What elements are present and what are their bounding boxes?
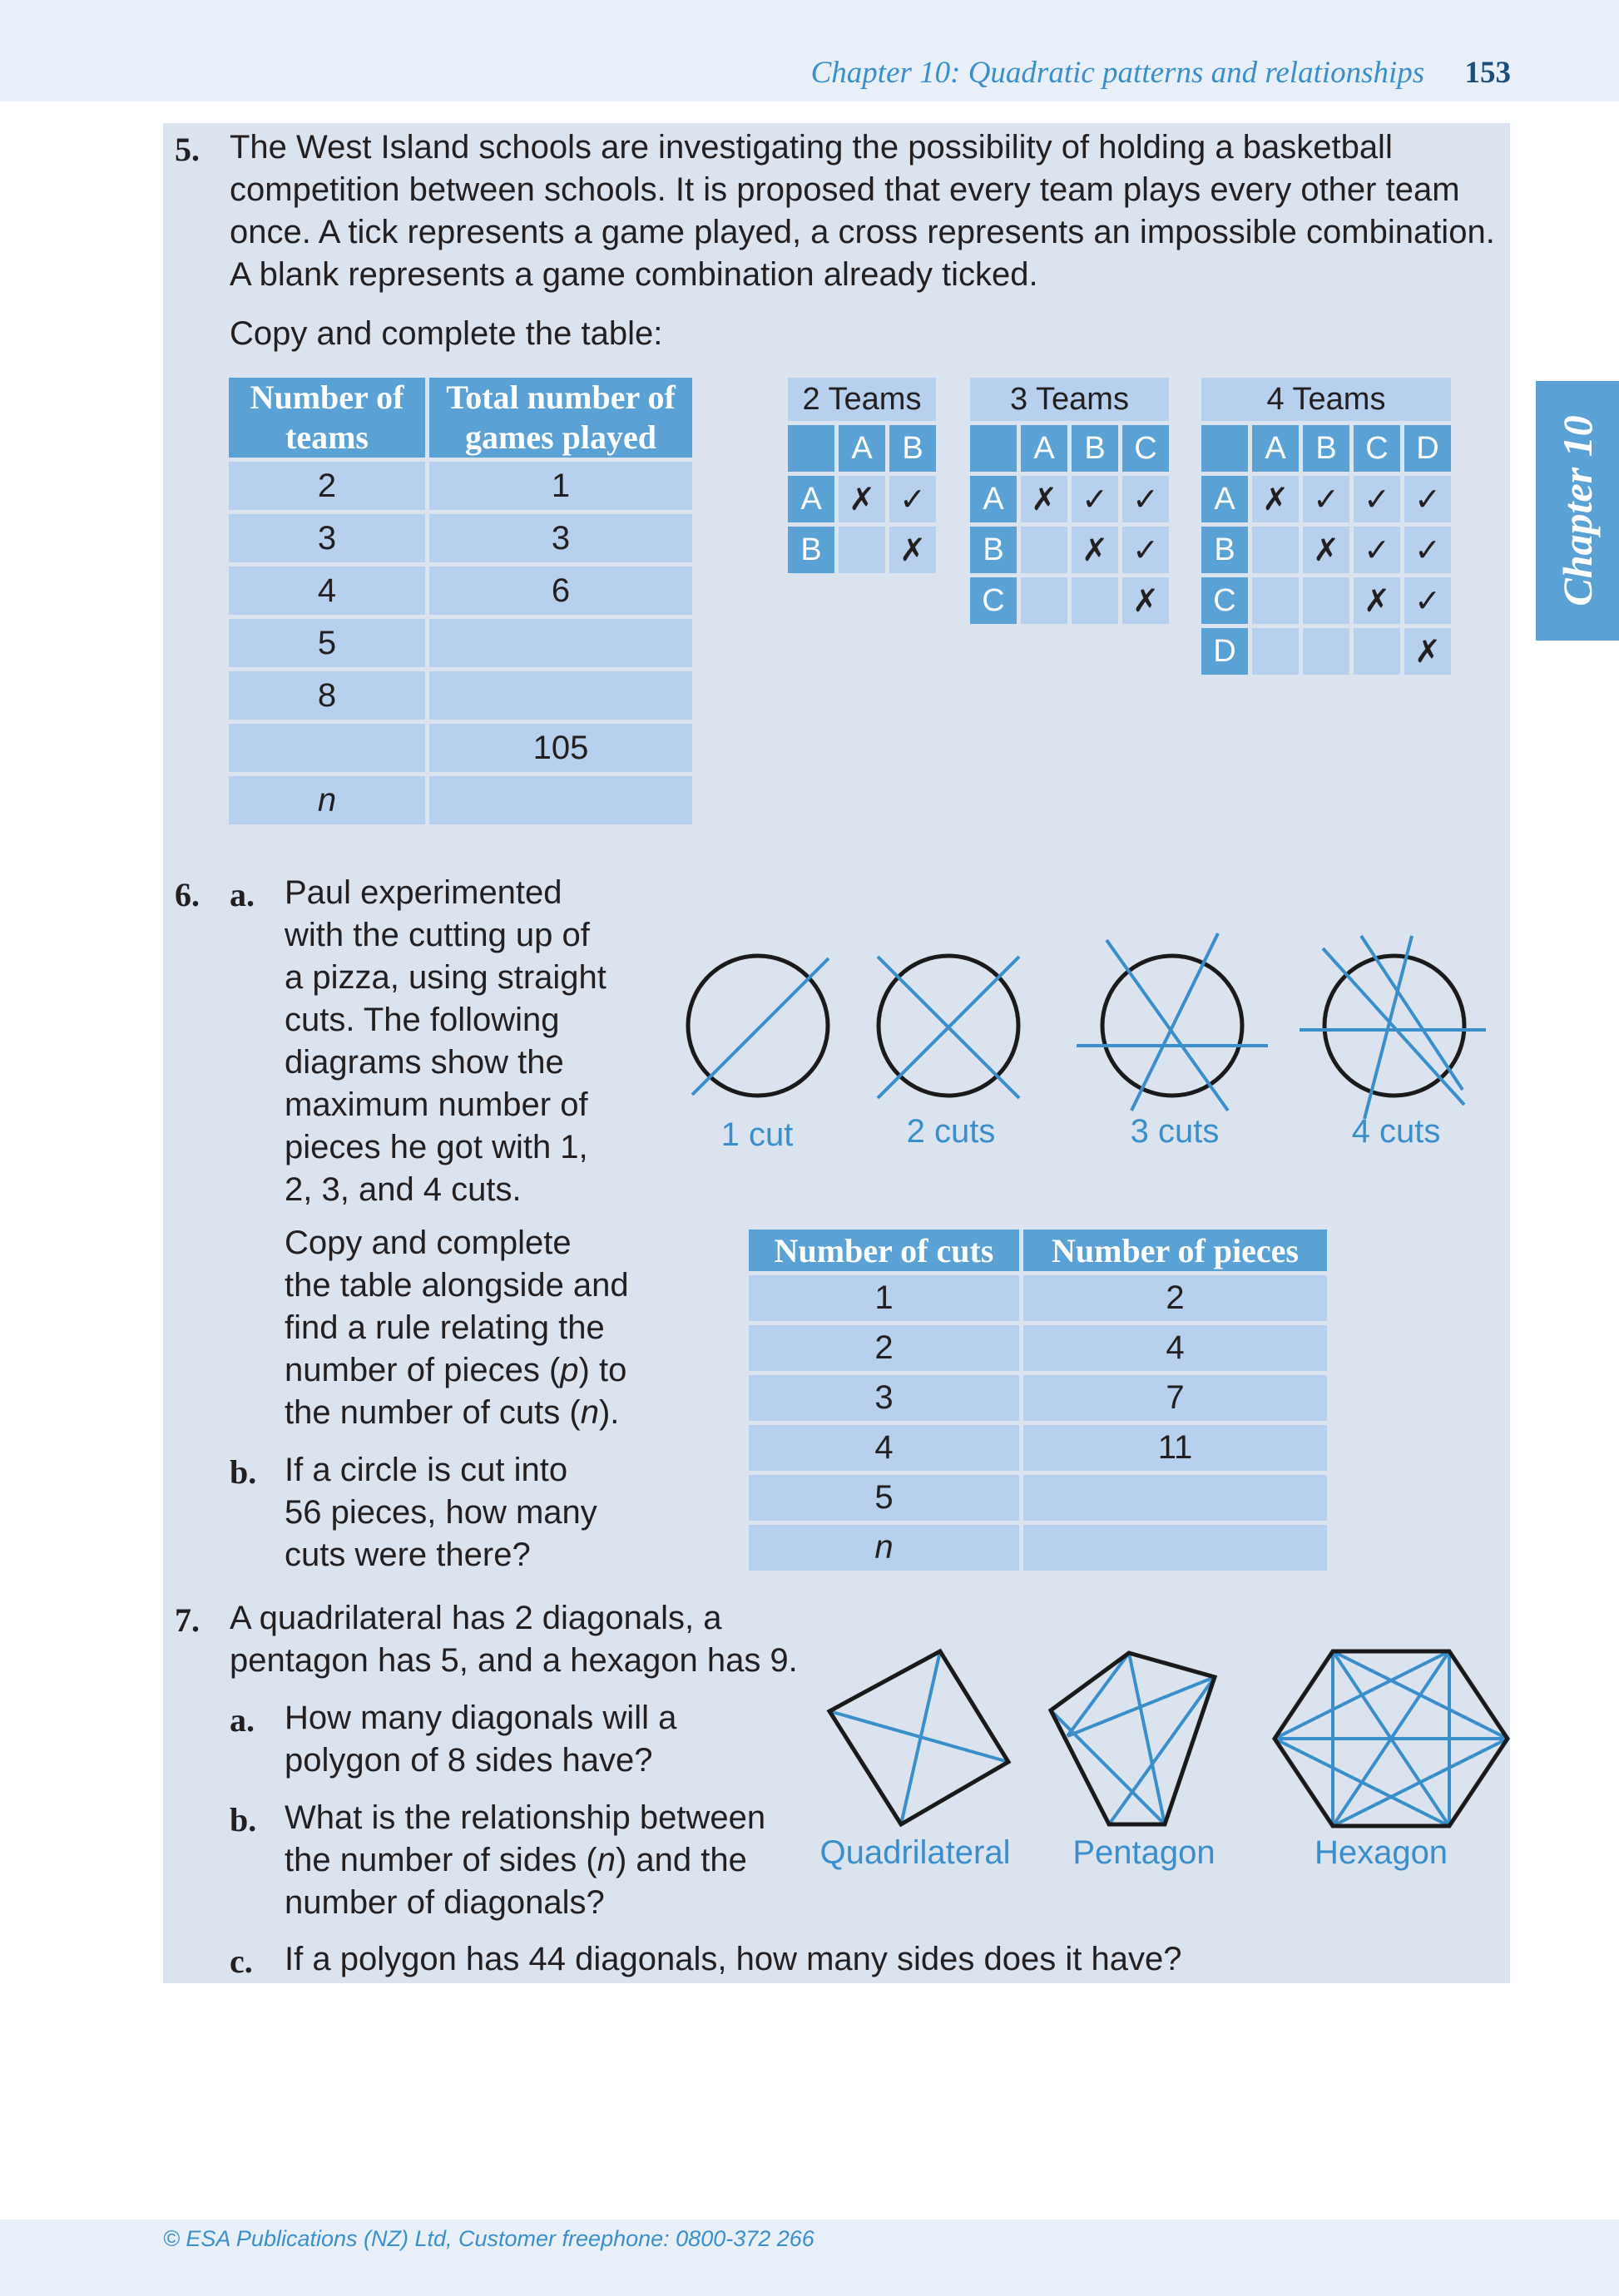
quadrilateral-shape <box>829 1651 1008 1824</box>
cuts-pieces-table <box>745 1225 1331 1575</box>
shape-label-quadrilateral: Quadrilateral <box>819 1834 1011 1871</box>
shape-label-hexagon: Hexagon <box>1314 1834 1448 1871</box>
grid-title: 3 Teams <box>970 378 1169 421</box>
page-number: 153 <box>1464 56 1511 90</box>
q6b-line-3: cuts were there? <box>285 1536 531 1573</box>
q6a-line-6: maximum number of <box>285 1086 588 1123</box>
question-5-number: 5. <box>175 131 200 168</box>
grid-4-teams: 4 Teams A B C D A ✗ ✓ ✓ ✓ B ✗ ✓ ✓ C ✗ ✓ D ✗ <box>1197 374 1455 679</box>
question-6-number: 6. <box>175 876 200 913</box>
pizza-cuts-diagram <box>666 923 1506 1123</box>
q6a-line-5: diagrams show the <box>285 1044 564 1081</box>
table-row: 5 <box>749 1475 1327 1521</box>
q6-part-a-label: a. <box>230 876 255 913</box>
q6a2-line-4: number of pieces (p) to <box>285 1352 627 1388</box>
table-row: 2 1 <box>229 462 692 510</box>
table-row: 105 <box>229 724 692 772</box>
grid-title: 4 Teams <box>1201 378 1451 421</box>
q7b-line-2: the number of sides (n) and the <box>285 1842 747 1878</box>
diagram-label-4-cuts: 4 cuts <box>1351 1113 1441 1150</box>
q7-line-1: A quadrilateral has 2 diagonals, a <box>230 1600 722 1636</box>
pentagon-shape <box>1051 1653 1215 1824</box>
q5-instruction: Copy and complete the table: <box>230 315 663 352</box>
cut-line <box>1323 948 1464 1105</box>
q6b-line-1: If a circle is cut into <box>285 1452 568 1488</box>
col-header-teams: Number of teams <box>229 378 425 458</box>
page-header <box>811 55 1511 91</box>
chapter-side-tab <box>1536 381 1619 641</box>
chapter-tab-label: Chapter 10 <box>1554 415 1601 606</box>
q6a-line-1: Paul experimented <box>285 874 562 911</box>
q6a-line-3: a pizza, using straight <box>285 959 607 996</box>
q7b-line-1: What is the relationship between <box>285 1799 766 1836</box>
q6a2-line-1: Copy and complete <box>285 1225 572 1261</box>
q7-line-2: pentagon has 5, and a hexagon has 9. <box>230 1642 798 1679</box>
q5-line-2: competition between schools. It is proposed that every team plays every other team <box>230 171 1460 208</box>
q7a-line-1: How many diagonals will a <box>285 1700 677 1736</box>
q7c-line: If a polygon has 44 diagonals, how many sides does it have? <box>285 1941 1182 1977</box>
table-row: 4 11 <box>749 1425 1327 1471</box>
col-header-pieces: Number of pieces <box>1023 1230 1327 1271</box>
q6a2-line-3: find a rule relating the <box>285 1309 605 1346</box>
table-row: 4 6 <box>229 567 692 615</box>
teams-games-table <box>225 374 696 829</box>
q5-line-4: A blank represents a game combination already ticked. <box>230 256 1038 293</box>
q7-part-c-label: c. <box>230 1942 253 1980</box>
table-row: n <box>749 1525 1327 1571</box>
q7b-line-3: number of diagonals? <box>285 1884 605 1921</box>
diagram-label-2-cuts: 2 cuts <box>906 1113 996 1150</box>
q6a-line-8: 2, 3, and 4 cuts. <box>285 1171 522 1208</box>
table-row: 8 <box>229 671 692 720</box>
q6a-line-4: cuts. The following <box>285 1002 560 1038</box>
q6a-line-7: pieces he got with 1, <box>285 1129 588 1165</box>
q7-part-a-label: a. <box>230 1701 255 1739</box>
q7a-line-2: polygon of 8 sides have? <box>285 1742 653 1779</box>
chapter-title: Chapter 10: Quadratic patterns and relationships <box>810 56 1425 90</box>
polygon-diagonals-diagram <box>815 1639 1498 1838</box>
diagonal-line <box>1129 1653 1165 1824</box>
question-7-number: 7. <box>175 1601 200 1639</box>
diagram-label-3-cuts: 3 cuts <box>1130 1113 1220 1150</box>
footer-copyright: © ESA Publications (NZ) Ltd, Customer freephone: 0800-372 266 <box>163 2226 814 2251</box>
q6a2-line-2: the table alongside and <box>285 1267 629 1304</box>
q6a-line-2: with the cutting up of <box>285 917 590 953</box>
q5-line-1: The West Island schools are investigating the possibility of holding a basketball <box>230 129 1393 166</box>
shape-label-pentagon: Pentagon <box>1072 1834 1215 1871</box>
table-row: n <box>229 776 692 824</box>
table-row: 5 <box>229 619 692 667</box>
grid-2-teams: 2 Teams A B A ✗ ✓ B ✗ <box>784 374 940 577</box>
circle-1-cut <box>688 956 828 1096</box>
q5-line-3: once. A tick represents a game played, a cross represents an impossible combination. <box>230 214 1495 250</box>
cut-line <box>1364 936 1412 1119</box>
table-row: 3 3 <box>229 514 692 562</box>
q7-part-b-label: b. <box>230 1801 257 1838</box>
col-header-games: Total number of games played <box>429 378 692 458</box>
hexagon-shape <box>1275 1651 1508 1826</box>
col-header-cuts: Number of cuts <box>749 1230 1019 1271</box>
grid-title: 2 Teams <box>788 378 936 421</box>
q6-part-b-label: b. <box>230 1453 257 1491</box>
q6b-line-2: 56 pieces, how many <box>285 1494 597 1531</box>
table-row: 2 4 <box>749 1325 1327 1371</box>
table-row: 3 7 <box>749 1375 1327 1421</box>
diagonal-line <box>1051 1710 1165 1824</box>
grid-3-teams: 3 Teams A B C A ✗ ✓ ✓ B ✗ ✓ C ✗ <box>966 374 1173 628</box>
diagram-label-1-cut: 1 cut <box>720 1116 794 1153</box>
q6a2-line-5: the number of cuts (n). <box>285 1394 620 1431</box>
table-row: 1 2 <box>749 1275 1327 1321</box>
